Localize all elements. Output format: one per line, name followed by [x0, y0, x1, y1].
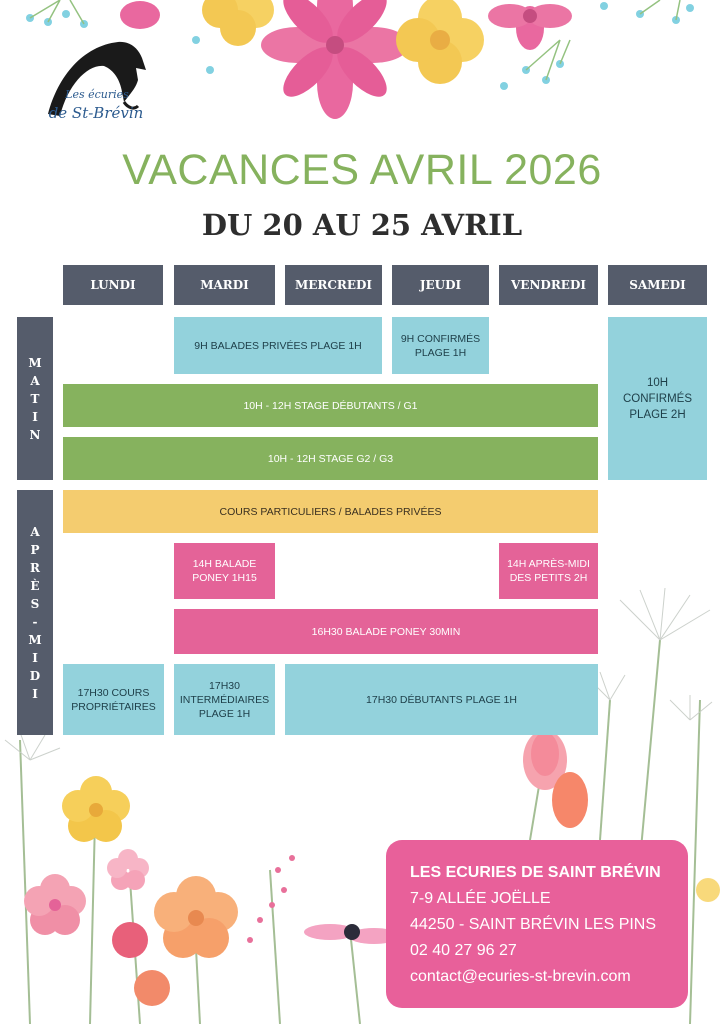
slot-debutants-plage: 17H30 DÉBUTANTS PLAGE 1H	[285, 664, 598, 735]
slot-stage-debutants: 10H - 12H STAGE DÉBUTANTS / G1	[63, 384, 598, 427]
slot-tuesday-balade-poney: 14H BALADE PONEY 1H15	[174, 543, 275, 599]
page-title: VACANCES AVRIL 2026	[122, 146, 602, 194]
logo-line1: Les écuries	[65, 88, 129, 101]
slot-thursday-confirmes: 9H CONFIRMÉS PLAGE 1H	[392, 317, 489, 374]
slot-monday-cours-proprietaires: 17H30 COURS PROPRIÉTAIRES	[63, 664, 164, 735]
slot-balade-poney-30min: 16H30 BALADE PONEY 30MIN	[174, 609, 598, 654]
contact-name: LES ECURIES DE SAINT BRÉVIN	[410, 864, 661, 881]
slot-tuesday-intermediaires: 17H30 INTERMÉDIAIRES PLAGE 1H	[174, 664, 275, 735]
slot-tuesday-balades-privees: 9H BALADES PRIVÉES PLAGE 1H	[174, 317, 382, 374]
day-header-monday: LUNDI	[63, 265, 163, 305]
slot-friday-apres-midi-petits: 14H APRÈS-MIDI DES PETITS 2H	[499, 543, 598, 599]
slot-stage-g2-g3: 10H - 12H STAGE G2 / G3	[63, 437, 598, 480]
day-header-friday: VENDREDI	[499, 265, 598, 305]
day-header-tuesday: MARDI	[174, 265, 275, 305]
contact-email[interactable]: contact@ecuries-st-brevin.com	[410, 968, 631, 985]
contact-city: 44250 - SAINT BRÉVIN LES PINS	[410, 916, 657, 933]
day-header-wednesday: MERCREDI	[285, 265, 382, 305]
contact-box	[386, 840, 688, 1008]
slot-cours-particuliers: COURS PARTICULIERS / BALADES PRIVÉES	[63, 490, 598, 533]
day-header-saturday: SAMEDI	[608, 265, 707, 305]
contact-phone[interactable]: 02 40 27 96 27	[410, 942, 517, 959]
contact-address: 7-9 ALLÉE JOËLLE	[410, 890, 551, 907]
slot-saturday-confirmes: 10H CONFIRMÉS PLAGE 2H	[608, 317, 707, 480]
logo-line2: de St-Brévin	[48, 104, 144, 122]
period-label-afternoon: A P R È S - M I D I	[17, 490, 53, 735]
day-header-thursday: JEUDI	[392, 265, 489, 305]
period-label-morning: M A T I N	[17, 317, 53, 480]
page-subtitle: DU 20 AU 25 AVRIL	[201, 208, 523, 242]
